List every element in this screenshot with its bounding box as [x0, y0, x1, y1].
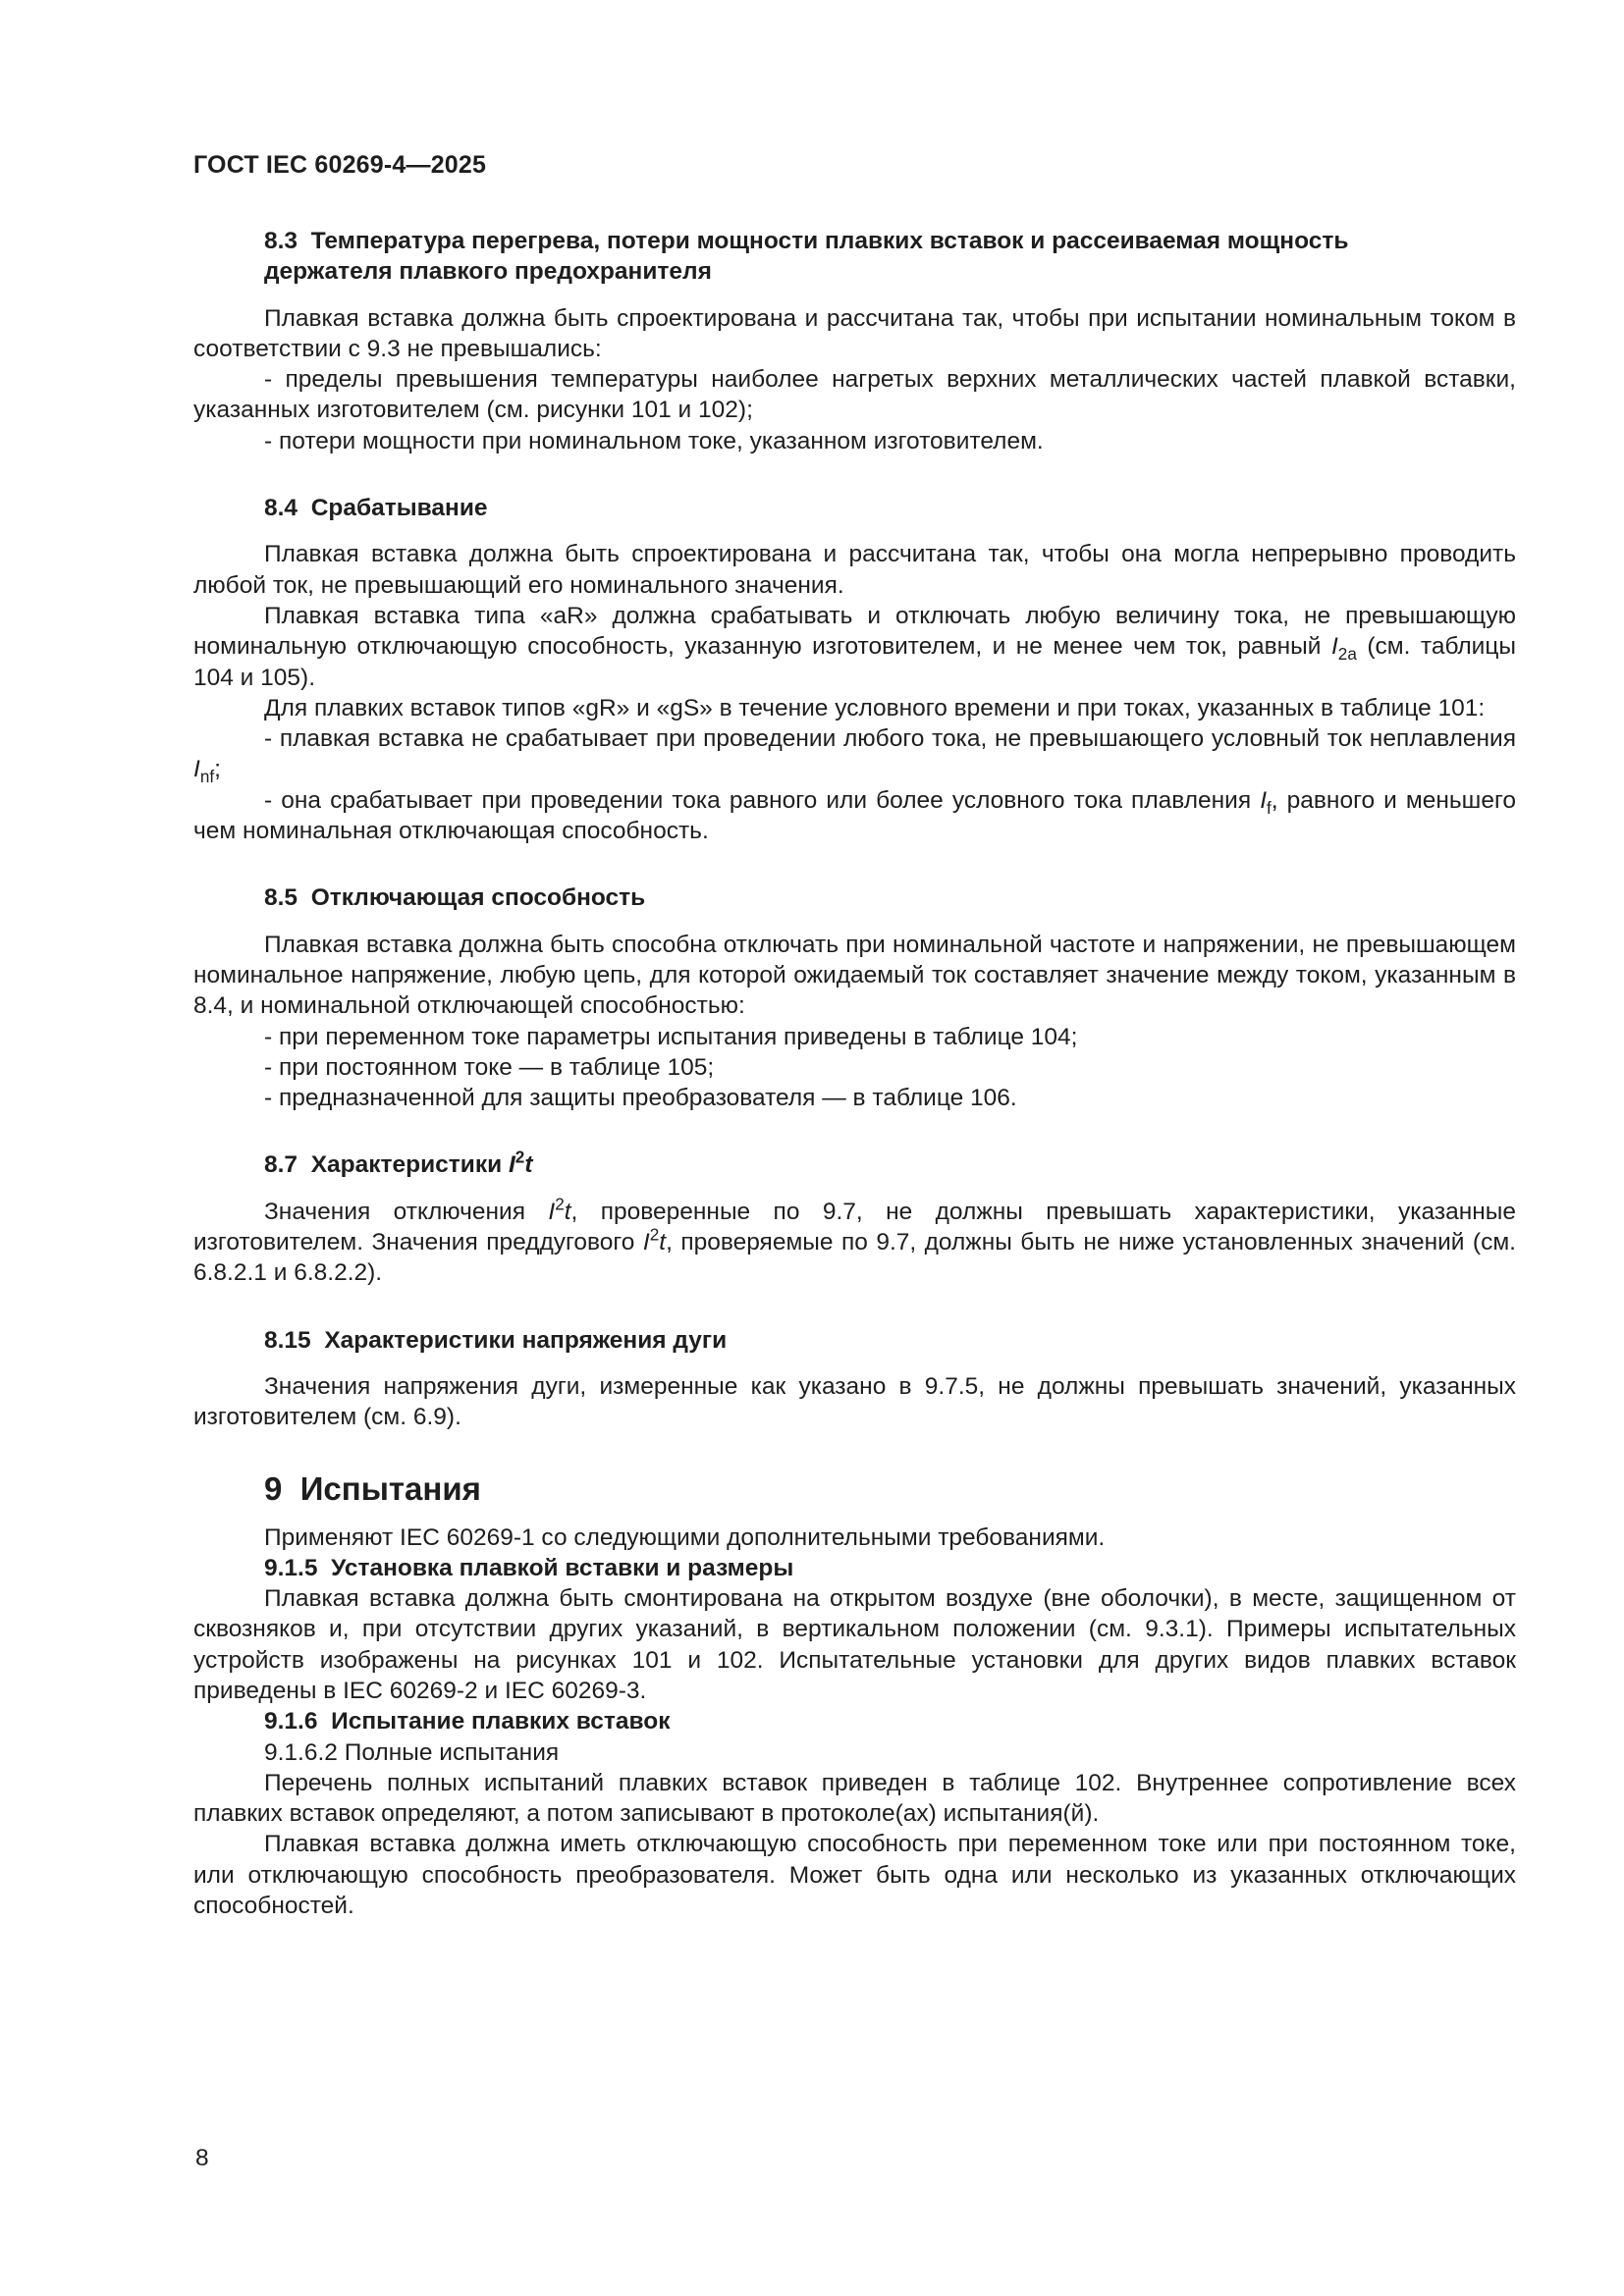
page-body: [193, 226, 1516, 1921]
section-8-3-item-2: - потери мощности при номинальном токе, указанном изготовителем.: [264, 427, 1044, 454]
section-9-1-6-2-paragraph-1: Перечень полных испытаний плавких вставок приведен в таблице 102. Внутреннее сопротивление всех плавких вставок определяют, а потом записывают в протоколе(ах) испытания(й).: [193, 1769, 1516, 1828]
section-8-3-item-1: - пределы превышения температуры наиболее нагретых верхних металлических частей плавкой вставки, указанных изготовителем (см. рисунки 101 и 102);: [193, 366, 1516, 424]
section-8-15-paragraph: Значения напряжения дуги, измеренные как указано в 9.7.5, не должны превышать значений, указанных изготовителем (см. 6.9).: [193, 1372, 1516, 1431]
section-8-5-title: 8.5 Отключающая способность: [264, 884, 646, 912]
section-8-3-paragraph: Плавкая вставка должна быть спроектирована и рассчитана так, чтобы при испытании номинальным током в соответствии с 9.3 не превышались:: [193, 304, 1516, 362]
section-9-1-6-title: 9.1.6 Испытание плавких вставок: [264, 1708, 671, 1735]
section-8-7-paragraph: Значения отключения $I^2t$, проверенные по 9.7, не должны превышать характеристики, указанные изготовителем. Значения преддугового $I^2t$, проверяемые по 9.7, должны быть не ниже установленных значений (см. 6.8.2.1 и 6.8.2.2).: [193, 1194, 1516, 1287]
section-8-15-title: 8.15 Характеристики напряжения дуги: [264, 1326, 728, 1354]
section-8-4-item-1: - плавкая вставка не срабатывает при проведении любого тока, не превышающего условный ток неплавления $I_{nf}$;: [193, 725, 1516, 787]
section-8-4-title: 8.4 Срабатывание: [264, 495, 488, 522]
section-8-5-item-3: - предназначенной для защиты преобразователя — в таблице 106.: [264, 1085, 1017, 1112]
section-9-1-6-2-title: 9.1.6.2 Полные испытания: [264, 1738, 560, 1766]
section-8-5-paragraph: Плавкая вставка должна быть способна отключать при номинальной частоте и напряжении, не превышающем номинальное напряжение, любую цепь, для которой ожидаемый ток составляет значение между током, указанным в 8.4, и номинальной отключающей способностью:: [193, 931, 1516, 1020]
section-9-1-6-2-paragraph-2: Плавкая вставка должна иметь отключающую способность при переменном токе или при постоянном токе, или отключающую способность преобразователя. Может быть одна или несколько из указанных отключающих способностей.: [193, 1831, 1516, 1920]
document-header: ГОСТ IEC 60269-4—2025: [193, 151, 487, 179]
section-8-5-item-1: - при переменном токе параметры испытания приведены в таблице 104;: [264, 1023, 1078, 1050]
section-8-5-item-2: - при постоянном токе — в таблице 105;: [264, 1053, 715, 1081]
section-9-intro: Применяют IEC 60269-1 со следующими дополнительными требованиями.: [264, 1523, 1106, 1551]
section-8-4-item-2: - она срабатывает при проведении тока равного или более условного тока плавления $I_f$, равного и меньшего чем номинальная отключающая способность.: [193, 786, 1516, 845]
page-number: 8: [195, 2145, 209, 2171]
section-8-4-paragraph-3: Для плавких вставок типов «gR» и «gS» в течение условного времени и при токах, указанных в таблице 101:: [264, 694, 1486, 721]
section-8-7-title: 8.7 Характеристики $I^2t$: [264, 1148, 533, 1179]
section-8-3-title: 8.3 Температура перегрева, потери мощности плавких вставок и рассеиваемая мощность держателя плавкого предохранителя: [264, 228, 1349, 286]
section-8-4-paragraph-1: Плавкая вставка должна быть спроектирована и рассчитана так, чтобы она могла непрерывно проводить любой ток, не превышающий его номинального значения.: [193, 541, 1516, 599]
section-8-4-paragraph-2: Плавкая вставка типа «aR» должна срабатывать и отключать любую величину тока, не превышающую номинальную отключающую способность, указанную изготовителем, и не менее чем ток, равный $I_{2a}$ (см. таблицы 104 и 105).: [193, 602, 1517, 691]
section-9-1-5-title: 9.1.5 Установка плавкой вставки и размеры: [264, 1554, 794, 1581]
section-9-title: 9 Испытания: [264, 1469, 481, 1507]
section-9-1-5-paragraph: Плавкая вставка должна быть смонтирована на открытом воздухе (вне оболочки), в месте, защищенном от сквозняков и, при отсутствии других указаний, в вертикальном положении (см. 9.3.1). Примеры испытательных устройств изображены на рисунках 101 и 102. Испытательные установки для других видов плавких вставок приведены в IEC 60269-2 и IEC 60269-3.: [193, 1585, 1516, 1704]
